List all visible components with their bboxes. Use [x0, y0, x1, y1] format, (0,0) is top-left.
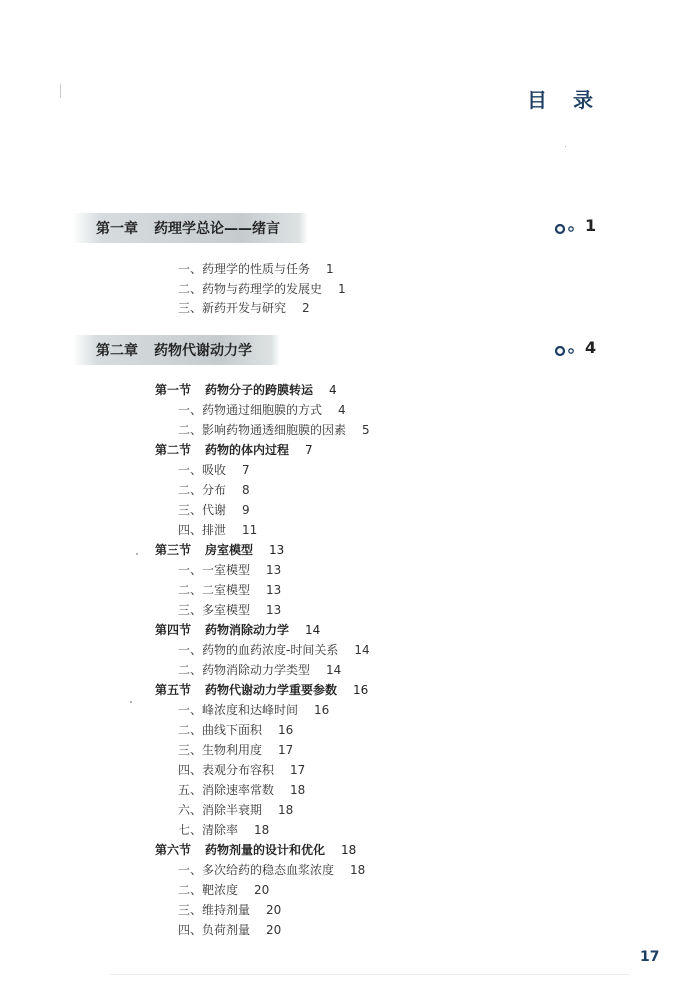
chapter-title: 药物代谢动力学 — [154, 343, 252, 359]
entry-text: 四、表观分布容积 — [178, 763, 275, 777]
section-title: 药物剂量的设计和优化 — [205, 843, 326, 857]
entry-text: 一、药理学的性质与任务 — [178, 262, 311, 276]
entry-text: 二、二室模型 — [178, 583, 251, 597]
toc-entry[interactable] — [178, 922, 281, 938]
entry-page: 5 — [362, 423, 370, 437]
chapter-number: 第二章 — [96, 343, 138, 359]
entry-page: 17 — [290, 763, 306, 777]
entry-page: 2 — [302, 301, 310, 315]
entry-page: 20 — [254, 883, 270, 897]
entry-page: 8 — [242, 483, 250, 497]
entry-text: 三、代谢 — [178, 503, 227, 517]
page-title: 目录 — [527, 88, 619, 112]
toc-entry[interactable] — [178, 642, 370, 658]
entry-page: 11 — [242, 523, 258, 537]
toc-entry[interactable] — [178, 862, 365, 878]
toc-entry[interactable] — [178, 802, 293, 818]
section-page: 13 — [269, 543, 285, 557]
section-number: 第三节 — [155, 543, 192, 557]
entry-text: 一、药物的血药浓度-时间关系 — [178, 643, 339, 657]
entry-text: 二、靶浓度 — [178, 883, 239, 897]
toc-section[interactable] — [155, 542, 284, 558]
entry-page: 16 — [278, 723, 294, 737]
toc-entry[interactable] — [178, 662, 341, 678]
entry-text: 一、药物通过细胞膜的方式 — [178, 403, 323, 417]
scan-speck — [130, 701, 132, 703]
toc-entry[interactable] — [178, 261, 334, 277]
page-number: 17 — [640, 949, 660, 965]
toc-entry[interactable] — [178, 582, 281, 598]
chapter-label — [96, 218, 280, 238]
entry-text: 四、排泄 — [178, 523, 227, 537]
section-page: 14 — [305, 623, 321, 637]
entry-page: 18 — [254, 823, 270, 837]
section-title: 药物分子的跨膜转运 — [205, 383, 314, 397]
section-title: 药物代谢动力学重要参数 — [205, 683, 338, 697]
entry-text: 六、消除半衰期 — [178, 803, 263, 817]
section-page: 16 — [353, 683, 369, 697]
entry-page: 18 — [290, 783, 306, 797]
entry-page: 13 — [266, 603, 282, 617]
chapter-label — [96, 340, 252, 360]
entry-text: 二、分布 — [178, 483, 227, 497]
section-title: 药物消除动力学 — [205, 623, 290, 637]
toc-entry[interactable] — [178, 422, 370, 438]
entry-text: 三、维持剂量 — [178, 903, 251, 917]
entry-page: 1 — [338, 282, 346, 296]
toc-entry[interactable] — [178, 562, 281, 578]
entry-text: 三、生物利用度 — [178, 743, 263, 757]
scan-speck — [136, 553, 138, 555]
toc-entry[interactable] — [178, 902, 281, 918]
entry-page: 9 — [242, 503, 250, 517]
entry-text: 一、一室模型 — [178, 563, 251, 577]
entry-text: 一、吸收 — [178, 463, 227, 477]
chapter-title: 药理学总论——绪言 — [154, 221, 280, 237]
toc-entry[interactable] — [178, 281, 346, 297]
entry-page: 20 — [266, 923, 282, 937]
section-page: 4 — [329, 383, 337, 397]
entry-page: 7 — [242, 463, 250, 477]
section-number: 第二节 — [155, 443, 192, 457]
entry-text: 七、清除率 — [178, 823, 239, 837]
section-title: 药物的体内过程 — [205, 443, 290, 457]
entry-text: 四、负荷剂量 — [178, 923, 251, 937]
entry-page: 1 — [326, 262, 334, 276]
toc-entry[interactable] — [178, 782, 305, 798]
toc-entry[interactable] — [178, 722, 293, 738]
entry-page: 13 — [266, 583, 282, 597]
chapter-page-number: 4 — [585, 338, 597, 357]
toc-entry[interactable] — [178, 742, 293, 758]
entry-page: 18 — [350, 863, 366, 877]
entry-text: 二、曲线下面积 — [178, 723, 263, 737]
entry-page: 18 — [278, 803, 294, 817]
toc-entry[interactable] — [178, 702, 329, 718]
chapter-1-heading[interactable] — [0, 213, 700, 245]
section-number: 第六节 — [155, 843, 192, 857]
entry-text: 二、药物与药理学的发展史 — [178, 282, 323, 296]
entry-page: 20 — [266, 903, 282, 917]
entry-text: 二、影响药物通透细胞膜的因素 — [178, 423, 347, 437]
section-page: 7 — [305, 443, 313, 457]
chapter-page-number: 1 — [585, 216, 597, 235]
dots-icon — [554, 223, 582, 235]
entry-text: 三、多室模型 — [178, 603, 251, 617]
margin-mark — [60, 84, 61, 98]
bottom-edge — [110, 974, 630, 975]
entry-text: 三、新药开发与研究 — [178, 301, 287, 315]
entry-page: 14 — [354, 643, 370, 657]
toc-entry[interactable] — [178, 402, 346, 418]
section-number: 第五节 — [155, 683, 192, 697]
entry-page: 16 — [314, 703, 330, 717]
toc-section[interactable] — [155, 622, 320, 638]
entry-text: 五、消除速率常数 — [178, 783, 275, 797]
toc-section[interactable] — [155, 682, 368, 698]
toc-entry[interactable] — [178, 462, 250, 478]
toc-entry[interactable] — [178, 882, 269, 898]
toc-section[interactable] — [155, 382, 337, 398]
toc-entry[interactable] — [178, 522, 257, 538]
entry-text: 一、峰浓度和达峰时间 — [178, 703, 299, 717]
section-title: 房室模型 — [205, 543, 254, 557]
toc-entry[interactable] — [178, 300, 310, 316]
chapter-2-heading[interactable] — [0, 335, 700, 367]
entry-page: 17 — [278, 743, 294, 757]
entry-text: 二、药物消除动力学类型 — [178, 663, 311, 677]
scan-speck — [565, 146, 566, 147]
toc-entry[interactable] — [178, 482, 250, 498]
toc-entry[interactable] — [178, 762, 305, 778]
section-number: 第四节 — [155, 623, 192, 637]
chapter-number: 第一章 — [96, 221, 138, 237]
toc-section[interactable] — [155, 442, 313, 458]
section-page: 18 — [341, 843, 357, 857]
dots-icon — [554, 345, 582, 357]
entry-text: 一、多次给药的稳态血浆浓度 — [178, 863, 335, 877]
toc-entry[interactable] — [178, 502, 250, 518]
entry-page: 14 — [326, 663, 342, 677]
section-number: 第一节 — [155, 383, 192, 397]
entry-page: 13 — [266, 563, 282, 577]
toc-entry[interactable] — [178, 602, 281, 618]
entry-page: 4 — [338, 403, 346, 417]
toc-section[interactable] — [155, 842, 356, 858]
toc-entry[interactable] — [178, 822, 269, 838]
